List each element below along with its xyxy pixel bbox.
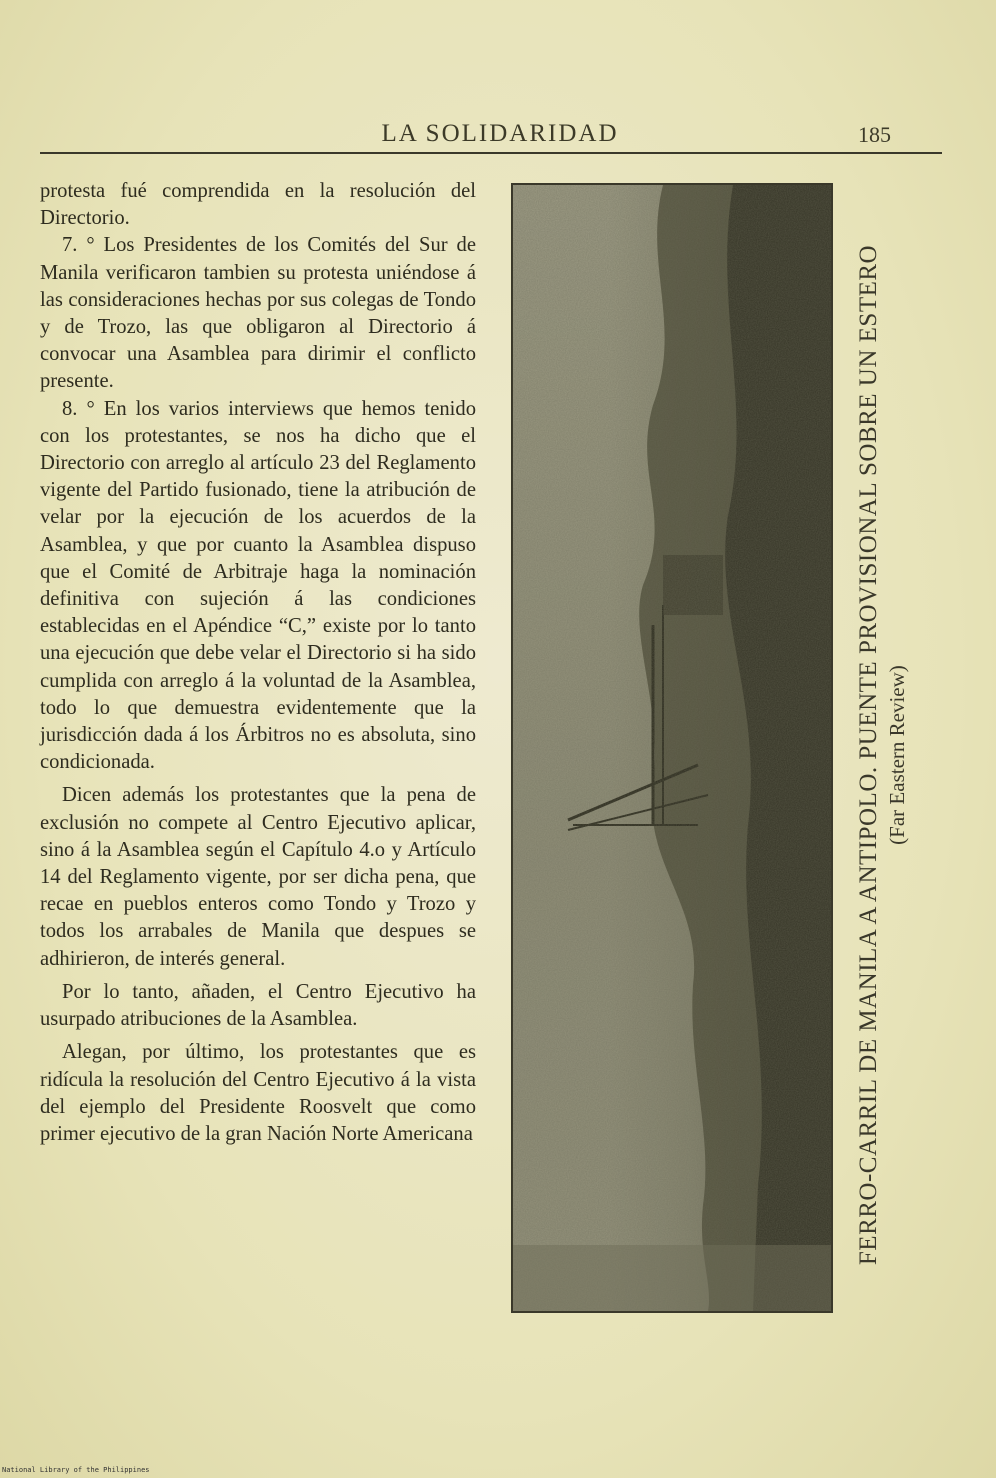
running-title: LA SOLIDARIDAD: [381, 120, 619, 147]
photograph-illustration: [513, 185, 831, 1311]
library-credit: National Library of the Philippines: [2, 1466, 150, 1474]
paragraph: 7. ° Los Presidentes de los Comités del Sur de Manila verificaron tambien su protesta uniéndose á las consideraciones hechas por sus colegas de Tondo y de Trozo, las que obligaron al Directorio á convocar una Asamblea para dirimir el conflicto presente.: [40, 234, 476, 393]
paragraph: Dicen además los protestantes que la pena de exclusión no compete al Centro Ejecutivo aplicar, sino á la Asamblea según el Capítulo 4.o y Artículo 14 del Reglamento vigente, por ser dicha pena, que recae en pueblos enteros como Tondo y Trozo y todos los arrabales de Manila que despues se adhirieron, de interés general.: [40, 784, 476, 970]
header-rule: [40, 152, 942, 154]
figure-caption-source: (Far Eastern Review): [885, 665, 909, 845]
paragraph: 8. ° En los varios interviews que hemos tenido con los protestantes, se nos ha dicho que el Directorio con arreglo al artículo 23 del Reglamento vigente del Partido fusionado, tiene la atribución de velar por la ejecución de los acuerdos de la Asamblea, y que por cuanto la Asamblea dispuso que el Comité de Arbitraje haga la nominación definitiva con sujeción á las condiciones establecidas en el Apéndice “C,” existe por lo tanto una ejecución que debe velar el Directorio si ha sido cumplida con arreglo á la voluntad de la Asamblea, todo lo que demuestra evidentemente que la jurisdicción dada á los Árbitros no es absoluta, sino condicionada.: [40, 397, 476, 774]
figure-caption-title: FERRO-CARRIL DE MANILA A ANTIPOLO. PUENTE PROVISIONAL SOBRE UN ESTERO: [855, 244, 882, 1266]
paragraph: Por lo tanto, añaden, el Centro Ejecutivo ha usurpado atribuciones de la Asamblea.: [40, 980, 476, 1031]
paragraph: protesta fué comprendida en la resolución del Directorio.: [40, 180, 476, 230]
page-number: 185: [858, 122, 891, 147]
figure-caption: [855, 230, 925, 1280]
bridge-photograph: [511, 183, 833, 1313]
paragraph: Alegan, por último, los protestantes que es ridícula la resolución del Centro Ejecutivo á la vista del ejemplo del Presidente Roosvelt que como primer ejecutivo de la gran Nación Norte Americana: [40, 1041, 476, 1145]
body-text-column: [40, 178, 476, 1148]
